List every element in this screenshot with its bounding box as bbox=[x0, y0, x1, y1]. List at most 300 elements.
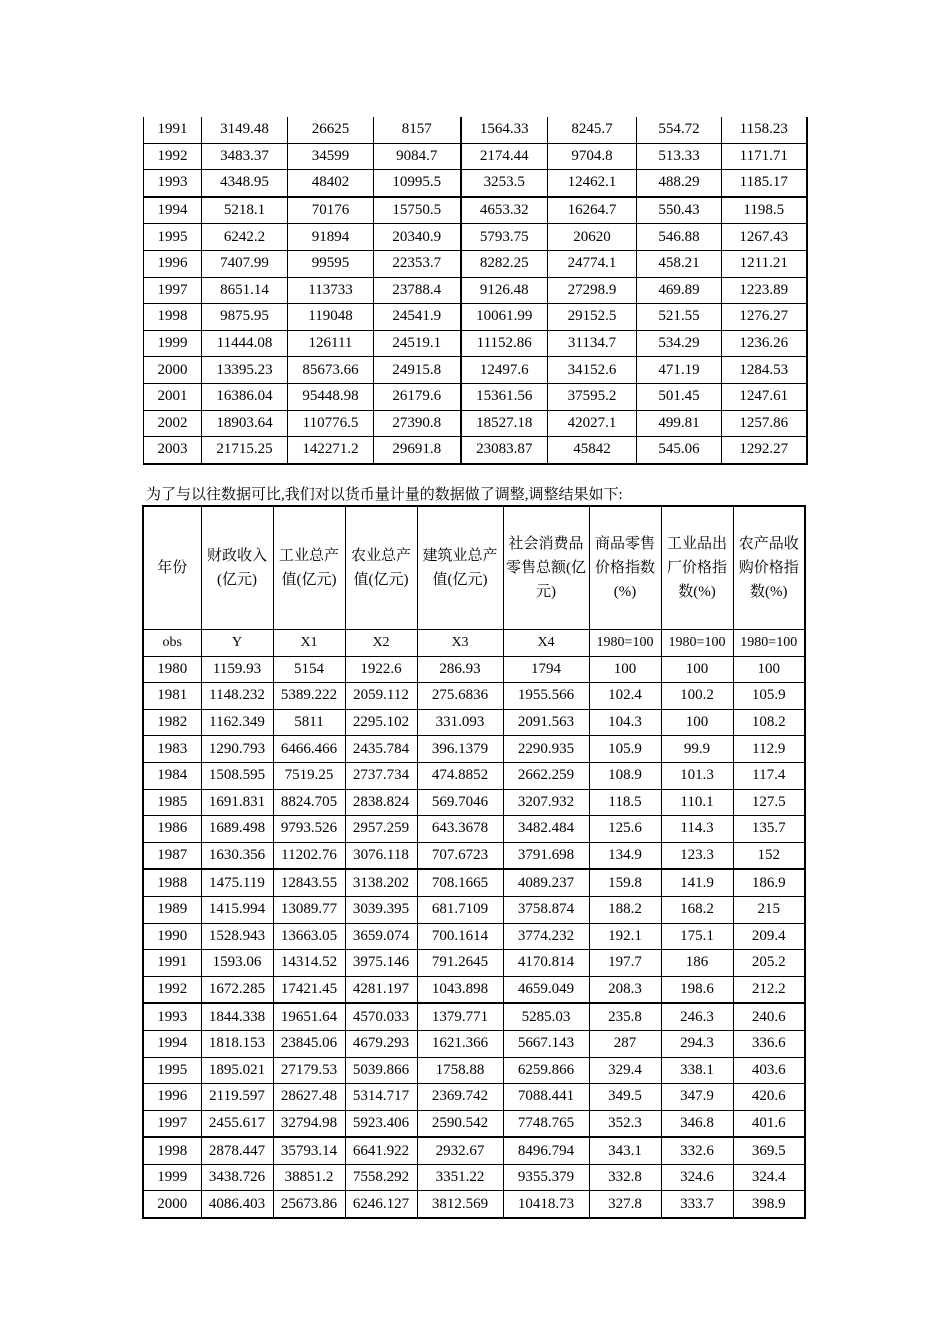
table-row bbox=[143, 950, 805, 977]
table-cell: 2001 bbox=[144, 383, 202, 410]
column-header: 商品零售价格指数(%) bbox=[589, 506, 661, 630]
table-row bbox=[143, 1003, 805, 1030]
table-cell: 9704.8 bbox=[548, 143, 637, 170]
table-cell: 708.1665 bbox=[417, 869, 503, 896]
table-row bbox=[143, 789, 805, 816]
column-header: 工业品出厂价格指数(%) bbox=[661, 506, 733, 630]
table-cell: 1983 bbox=[143, 736, 201, 763]
table-cell: 3774.232 bbox=[503, 923, 589, 950]
table-cell: 35793.14 bbox=[273, 1137, 345, 1164]
table-row bbox=[144, 224, 807, 251]
table-cell: 324.6 bbox=[661, 1164, 733, 1191]
table-cell: 198.6 bbox=[661, 976, 733, 1003]
table-cell: 2662.259 bbox=[503, 762, 589, 789]
table-cell: 1986 bbox=[143, 816, 201, 843]
column-header: 社会消费品零售总额(亿元) bbox=[503, 506, 589, 630]
table-cell: 4086.403 bbox=[201, 1191, 273, 1218]
table-cell: 108.2 bbox=[733, 709, 805, 736]
table-cell: 99595 bbox=[288, 250, 374, 277]
table-cell: 24774.1 bbox=[548, 250, 637, 277]
table-row bbox=[144, 437, 807, 464]
table-cell: 499.81 bbox=[637, 410, 722, 437]
table-cell: 4281.197 bbox=[345, 976, 417, 1003]
table-cell: 1993 bbox=[144, 170, 202, 197]
table-cell: 235.8 bbox=[589, 1003, 661, 1030]
table-cell: 32794.98 bbox=[273, 1110, 345, 1137]
table-cell: 12843.55 bbox=[273, 869, 345, 896]
table-cell: 700.1614 bbox=[417, 923, 503, 950]
table-row bbox=[143, 816, 805, 843]
table-row bbox=[144, 304, 807, 331]
table-row bbox=[143, 976, 805, 1003]
table-cell: 141.9 bbox=[661, 869, 733, 896]
table-cell: 105.9 bbox=[733, 683, 805, 710]
table-cell: 9084.7 bbox=[374, 143, 461, 170]
table-cell: 27390.8 bbox=[374, 410, 461, 437]
table-cell: 18527.18 bbox=[461, 410, 548, 437]
table-cell: 29691.8 bbox=[374, 437, 461, 464]
table-cell: 1415.994 bbox=[201, 896, 273, 923]
table-cell: 26625 bbox=[288, 117, 374, 143]
table-cell: 488.29 bbox=[637, 170, 722, 197]
adjustment-note: 为了与以往数据可比,我们对以货币量计量的数据做了调整,调整结果如下: bbox=[146, 487, 623, 503]
table-cell: 209.4 bbox=[733, 923, 805, 950]
table-cell: 123.3 bbox=[661, 842, 733, 869]
table-cell: 168.2 bbox=[661, 896, 733, 923]
table-cell: 205.2 bbox=[733, 950, 805, 977]
table-cell: 1475.119 bbox=[201, 869, 273, 896]
table-cell: 791.2645 bbox=[417, 950, 503, 977]
table-cell: 275.6836 bbox=[417, 683, 503, 710]
table-cell: 1982 bbox=[143, 709, 201, 736]
table-cell: 197.7 bbox=[589, 950, 661, 977]
table-cell: 1621.366 bbox=[417, 1030, 503, 1057]
table-cell: 1984 bbox=[143, 762, 201, 789]
table-cell: 12462.1 bbox=[548, 170, 637, 197]
table-cell: 208.3 bbox=[589, 976, 661, 1003]
table-cell: 1672.285 bbox=[201, 976, 273, 1003]
column-header: 工业总产值(亿元) bbox=[273, 506, 345, 630]
table-cell: 338.1 bbox=[661, 1057, 733, 1084]
table-cell: 3207.932 bbox=[503, 789, 589, 816]
table-cell: 20340.9 bbox=[374, 224, 461, 251]
table-cell: 1997 bbox=[143, 1110, 201, 1137]
table-row bbox=[143, 762, 805, 789]
table-cell: 27298.9 bbox=[548, 277, 637, 304]
table-row bbox=[143, 869, 805, 896]
table-cell: 38851.2 bbox=[273, 1164, 345, 1191]
table-cell: 1996 bbox=[144, 250, 202, 277]
table-cell: 2119.597 bbox=[201, 1084, 273, 1111]
table-cell: 1198.5 bbox=[722, 197, 807, 224]
table-cell: 2455.617 bbox=[201, 1110, 273, 1137]
table-cell: 534.29 bbox=[637, 330, 722, 357]
table-row bbox=[144, 357, 807, 384]
table-cell: 1284.53 bbox=[722, 357, 807, 384]
table-row bbox=[143, 656, 805, 683]
table-cell: 3351.22 bbox=[417, 1164, 503, 1191]
variable-code-cell: 1980=100 bbox=[589, 630, 661, 657]
table-cell: 2174.44 bbox=[461, 143, 548, 170]
table-cell: 469.89 bbox=[637, 277, 722, 304]
table-cell: 10418.73 bbox=[503, 1191, 589, 1218]
table-cell: 70176 bbox=[288, 197, 374, 224]
table-cell: 108.9 bbox=[589, 762, 661, 789]
table-cell: 324.4 bbox=[733, 1164, 805, 1191]
table-cell: 9355.379 bbox=[503, 1164, 589, 1191]
table-cell: 1992 bbox=[143, 976, 201, 1003]
table-cell: 1990 bbox=[143, 923, 201, 950]
table-cell: 333.7 bbox=[661, 1191, 733, 1218]
table-cell: 3438.726 bbox=[201, 1164, 273, 1191]
table-cell: 329.4 bbox=[589, 1057, 661, 1084]
table-cell: 45842 bbox=[548, 437, 637, 464]
table-cell: 24519.1 bbox=[374, 330, 461, 357]
table-cell: 332.8 bbox=[589, 1164, 661, 1191]
table-cell: 396.1379 bbox=[417, 736, 503, 763]
table-cell: 105.9 bbox=[589, 736, 661, 763]
table-cell: 1980 bbox=[143, 656, 201, 683]
table-row bbox=[143, 1110, 805, 1137]
table-cell: 27179.53 bbox=[273, 1057, 345, 1084]
table-cell: 24541.9 bbox=[374, 304, 461, 331]
table-cell: 4348.95 bbox=[202, 170, 288, 197]
table-cell: 1922.6 bbox=[345, 656, 417, 683]
table-cell: 2290.935 bbox=[503, 736, 589, 763]
table-cell: 1818.153 bbox=[201, 1030, 273, 1057]
table-cell: 100 bbox=[661, 709, 733, 736]
table-cell: 513.33 bbox=[637, 143, 722, 170]
table-cell: 4653.32 bbox=[461, 197, 548, 224]
table-cell: 22353.7 bbox=[374, 250, 461, 277]
table-row bbox=[144, 197, 807, 224]
table-cell: 9126.48 bbox=[461, 277, 548, 304]
table-cell: 3039.395 bbox=[345, 896, 417, 923]
table-cell: 501.45 bbox=[637, 383, 722, 410]
table-cell: 24915.8 bbox=[374, 357, 461, 384]
table-cell: 48402 bbox=[288, 170, 374, 197]
column-header: 农业总产值(亿元) bbox=[345, 506, 417, 630]
table-cell: 3975.146 bbox=[345, 950, 417, 977]
table-cell: 125.6 bbox=[589, 816, 661, 843]
table-cell: 29152.5 bbox=[548, 304, 637, 331]
table-cell: 23788.4 bbox=[374, 277, 461, 304]
table-cell: 1630.356 bbox=[201, 842, 273, 869]
variable-code-row bbox=[143, 630, 805, 657]
table-cell: 11152.86 bbox=[461, 330, 548, 357]
table-cell: 16264.7 bbox=[548, 197, 637, 224]
table-cell: 10995.5 bbox=[374, 170, 461, 197]
table-cell: 95448.98 bbox=[288, 383, 374, 410]
table-cell: 126111 bbox=[288, 330, 374, 357]
table-cell: 1996 bbox=[143, 1084, 201, 1111]
table-cell: 23845.06 bbox=[273, 1030, 345, 1057]
table-cell: 159.8 bbox=[589, 869, 661, 896]
table-cell: 1989 bbox=[143, 896, 201, 923]
table-cell: 1247.61 bbox=[722, 383, 807, 410]
table-cell: 5314.717 bbox=[345, 1084, 417, 1111]
table-cell: 4659.049 bbox=[503, 976, 589, 1003]
table-cell: 13395.23 bbox=[202, 357, 288, 384]
table-cell: 8282.25 bbox=[461, 250, 548, 277]
table-row bbox=[143, 842, 805, 869]
column-header: 财政收入(亿元) bbox=[201, 506, 273, 630]
table-cell: 13663.05 bbox=[273, 923, 345, 950]
table-cell: 2059.112 bbox=[345, 683, 417, 710]
table-cell: 14314.52 bbox=[273, 950, 345, 977]
table-cell: 246.3 bbox=[661, 1003, 733, 1030]
table-cell: 1995 bbox=[143, 1057, 201, 1084]
table-cell: 104.3 bbox=[589, 709, 661, 736]
table-cell: 1689.498 bbox=[201, 816, 273, 843]
table-cell: 112.9 bbox=[733, 736, 805, 763]
table-cell: 2737.734 bbox=[345, 762, 417, 789]
table-cell: 1593.06 bbox=[201, 950, 273, 977]
table-cell: 1997 bbox=[144, 277, 202, 304]
table-cell: 21715.25 bbox=[202, 437, 288, 464]
table-cell: 1171.71 bbox=[722, 143, 807, 170]
table-row bbox=[143, 1084, 805, 1111]
table-cell: 5667.143 bbox=[503, 1030, 589, 1057]
table-cell: 681.7109 bbox=[417, 896, 503, 923]
table-cell: 1998 bbox=[143, 1137, 201, 1164]
table-cell: 1998 bbox=[144, 304, 202, 331]
table-cell: 1794 bbox=[503, 656, 589, 683]
table-cell: 1992 bbox=[144, 143, 202, 170]
table-cell: 85673.66 bbox=[288, 357, 374, 384]
table-cell: 118.5 bbox=[589, 789, 661, 816]
table-cell: 1043.898 bbox=[417, 976, 503, 1003]
table-cell: 2590.542 bbox=[417, 1110, 503, 1137]
table-cell: 3758.874 bbox=[503, 896, 589, 923]
table-cell: 6259.866 bbox=[503, 1057, 589, 1084]
table-cell: 7519.25 bbox=[273, 762, 345, 789]
table-cell: 102.4 bbox=[589, 683, 661, 710]
table-cell: 1991 bbox=[144, 117, 202, 143]
variable-code-cell: Y bbox=[201, 630, 273, 657]
table-cell: 1162.349 bbox=[201, 709, 273, 736]
table-cell: 1988 bbox=[143, 869, 201, 896]
variable-code-cell: X4 bbox=[503, 630, 589, 657]
variable-code-cell: obs bbox=[143, 630, 201, 657]
table-cell: 1148.232 bbox=[201, 683, 273, 710]
table-cell: 569.7046 bbox=[417, 789, 503, 816]
table-row bbox=[144, 383, 807, 410]
table-cell: 2000 bbox=[144, 357, 202, 384]
table-row bbox=[144, 250, 807, 277]
table-cell: 4170.814 bbox=[503, 950, 589, 977]
table-cell: 1955.566 bbox=[503, 683, 589, 710]
table-cell: 11202.76 bbox=[273, 842, 345, 869]
table-cell: 1158.23 bbox=[722, 117, 807, 143]
table-cell: 7748.765 bbox=[503, 1110, 589, 1137]
table-cell: 100 bbox=[589, 656, 661, 683]
table-cell: 2838.824 bbox=[345, 789, 417, 816]
table-cell: 17421.45 bbox=[273, 976, 345, 1003]
table-cell: 8651.14 bbox=[202, 277, 288, 304]
table-cell: 1985 bbox=[143, 789, 201, 816]
table-row bbox=[144, 117, 807, 143]
table-cell: 188.2 bbox=[589, 896, 661, 923]
table-cell: 1991 bbox=[143, 950, 201, 977]
table-cell: 1758.88 bbox=[417, 1057, 503, 1084]
table-cell: 545.06 bbox=[637, 437, 722, 464]
table-cell: 1528.943 bbox=[201, 923, 273, 950]
table-cell: 294.3 bbox=[661, 1030, 733, 1057]
table-cell: 5039.866 bbox=[345, 1057, 417, 1084]
table-cell: 6242.2 bbox=[202, 224, 288, 251]
table-cell: 4570.033 bbox=[345, 1003, 417, 1030]
table-cell: 135.7 bbox=[733, 816, 805, 843]
table-cell: 5218.1 bbox=[202, 197, 288, 224]
table-cell: 10061.99 bbox=[461, 304, 548, 331]
table-cell: 1292.27 bbox=[722, 437, 807, 464]
table-cell: 100.2 bbox=[661, 683, 733, 710]
table-cell: 12497.6 bbox=[461, 357, 548, 384]
table-cell: 1844.338 bbox=[201, 1003, 273, 1030]
table-cell: 152 bbox=[733, 842, 805, 869]
table-cell: 37595.2 bbox=[548, 383, 637, 410]
table-cell: 5285.03 bbox=[503, 1003, 589, 1030]
table-cell: 401.6 bbox=[733, 1110, 805, 1137]
table-cell: 11444.08 bbox=[202, 330, 288, 357]
table-cell: 1379.771 bbox=[417, 1003, 503, 1030]
table-cell: 2002 bbox=[144, 410, 202, 437]
column-header: 年份 bbox=[143, 506, 201, 630]
table-cell: 3482.484 bbox=[503, 816, 589, 843]
table-cell: 6466.466 bbox=[273, 736, 345, 763]
table-cell: 25673.86 bbox=[273, 1191, 345, 1218]
table-cell: 2000 bbox=[143, 1191, 201, 1218]
table-cell: 420.6 bbox=[733, 1084, 805, 1111]
table-cell: 113733 bbox=[288, 277, 374, 304]
table-cell: 2295.102 bbox=[345, 709, 417, 736]
table-cell: 15361.56 bbox=[461, 383, 548, 410]
table-cell: 42027.1 bbox=[548, 410, 637, 437]
table-cell: 1895.021 bbox=[201, 1057, 273, 1084]
data-table-top bbox=[143, 117, 808, 465]
table-cell: 5154 bbox=[273, 656, 345, 683]
table-cell: 4089.237 bbox=[503, 869, 589, 896]
table-row bbox=[144, 410, 807, 437]
table-cell: 2878.447 bbox=[201, 1137, 273, 1164]
table-cell: 287 bbox=[589, 1030, 661, 1057]
variable-code-cell: 1980=100 bbox=[661, 630, 733, 657]
table-cell: 7558.292 bbox=[345, 1164, 417, 1191]
table-cell: 643.3678 bbox=[417, 816, 503, 843]
table-cell: 186.9 bbox=[733, 869, 805, 896]
table-cell: 1159.93 bbox=[201, 656, 273, 683]
variable-code-cell: 1980=100 bbox=[733, 630, 805, 657]
table-row bbox=[143, 736, 805, 763]
table-cell: 332.6 bbox=[661, 1137, 733, 1164]
table-cell: 1993 bbox=[143, 1003, 201, 1030]
table-cell: 2369.742 bbox=[417, 1084, 503, 1111]
table-cell: 134.9 bbox=[589, 842, 661, 869]
table-cell: 550.43 bbox=[637, 197, 722, 224]
table-cell: 114.3 bbox=[661, 816, 733, 843]
table-cell: 1995 bbox=[144, 224, 202, 251]
table-cell: 240.6 bbox=[733, 1003, 805, 1030]
table-cell: 127.5 bbox=[733, 789, 805, 816]
table-row bbox=[144, 143, 807, 170]
variable-code-cell: X2 bbox=[345, 630, 417, 657]
variable-code-cell: X3 bbox=[417, 630, 503, 657]
table-row bbox=[144, 170, 807, 197]
table-cell: 13089.77 bbox=[273, 896, 345, 923]
table-cell: 6641.922 bbox=[345, 1137, 417, 1164]
table-cell: 2003 bbox=[144, 437, 202, 464]
table-cell: 474.8852 bbox=[417, 762, 503, 789]
table-cell: 1564.33 bbox=[461, 117, 548, 143]
table-cell: 3253.5 bbox=[461, 170, 548, 197]
table-cell: 215 bbox=[733, 896, 805, 923]
table-cell: 346.8 bbox=[661, 1110, 733, 1137]
table-cell: 8824.705 bbox=[273, 789, 345, 816]
table-row bbox=[144, 277, 807, 304]
table-cell: 352.3 bbox=[589, 1110, 661, 1137]
table-row bbox=[144, 330, 807, 357]
table-cell: 1987 bbox=[143, 842, 201, 869]
table-cell: 1691.831 bbox=[201, 789, 273, 816]
table-cell: 91894 bbox=[288, 224, 374, 251]
table-row bbox=[143, 1191, 805, 1218]
header-row bbox=[143, 506, 805, 630]
table-cell: 101.3 bbox=[661, 762, 733, 789]
table-row bbox=[143, 683, 805, 710]
table-cell: 5389.222 bbox=[273, 683, 345, 710]
table-cell: 1267.43 bbox=[722, 224, 807, 251]
table-row bbox=[143, 1137, 805, 1164]
table-row bbox=[143, 709, 805, 736]
table-cell: 110776.5 bbox=[288, 410, 374, 437]
table-cell: 3483.37 bbox=[202, 143, 288, 170]
table-cell: 349.5 bbox=[589, 1084, 661, 1111]
table-cell: 6246.127 bbox=[345, 1191, 417, 1218]
table-cell: 7088.441 bbox=[503, 1084, 589, 1111]
table-cell: 343.1 bbox=[589, 1137, 661, 1164]
data-table-adjusted bbox=[142, 505, 806, 1219]
table-cell: 1257.86 bbox=[722, 410, 807, 437]
table-cell: 100 bbox=[661, 656, 733, 683]
table-cell: 1999 bbox=[144, 330, 202, 357]
table-cell: 336.6 bbox=[733, 1030, 805, 1057]
table-cell: 5793.75 bbox=[461, 224, 548, 251]
table-cell: 8245.7 bbox=[548, 117, 637, 143]
table-cell: 2932.67 bbox=[417, 1137, 503, 1164]
table-cell: 9875.95 bbox=[202, 304, 288, 331]
table-cell: 100 bbox=[733, 656, 805, 683]
table-cell: 212.2 bbox=[733, 976, 805, 1003]
table-cell: 327.8 bbox=[589, 1191, 661, 1218]
table-cell: 1994 bbox=[144, 197, 202, 224]
table-cell: 331.093 bbox=[417, 709, 503, 736]
table-cell: 403.6 bbox=[733, 1057, 805, 1084]
table-cell: 18903.64 bbox=[202, 410, 288, 437]
table-cell: 2957.259 bbox=[345, 816, 417, 843]
table-cell: 3791.698 bbox=[503, 842, 589, 869]
table-cell: 20620 bbox=[548, 224, 637, 251]
table-cell: 3076.118 bbox=[345, 842, 417, 869]
table-cell: 28627.48 bbox=[273, 1084, 345, 1111]
table-cell: 2091.563 bbox=[503, 709, 589, 736]
table-cell: 26179.6 bbox=[374, 383, 461, 410]
table-cell: 1999 bbox=[143, 1164, 201, 1191]
table-cell: 3138.202 bbox=[345, 869, 417, 896]
table-cell: 398.9 bbox=[733, 1191, 805, 1218]
variable-code-cell: X1 bbox=[273, 630, 345, 657]
table-row bbox=[143, 896, 805, 923]
